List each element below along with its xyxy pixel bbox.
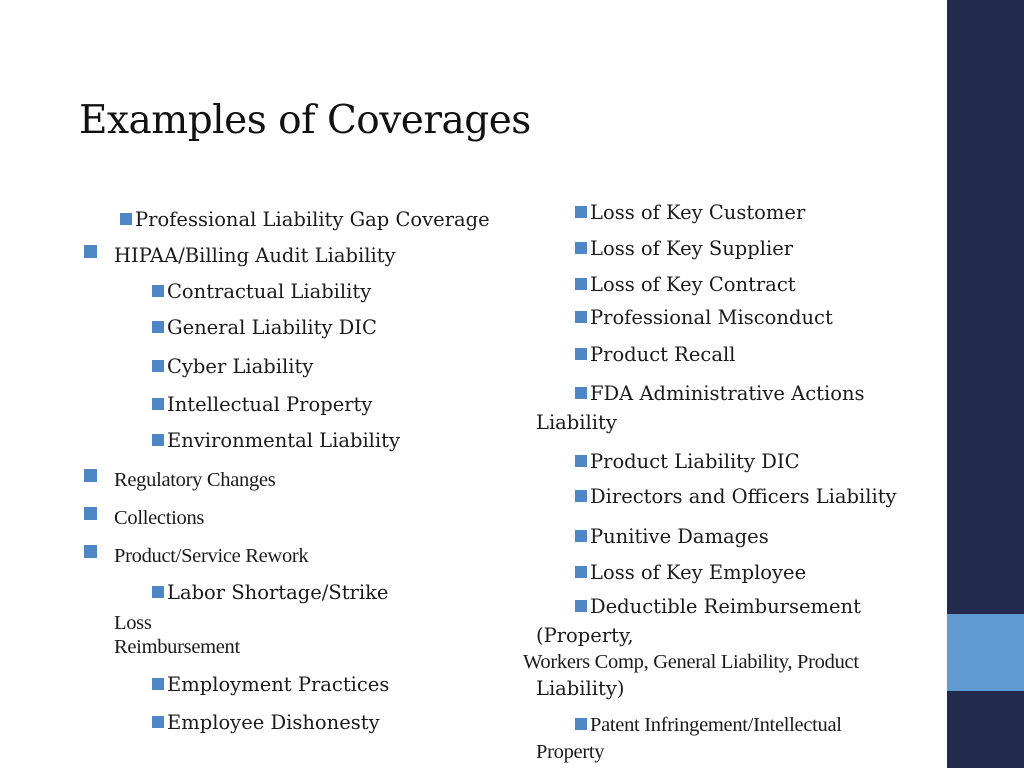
list-item: Directors and Officers Liability xyxy=(575,485,897,509)
list-item: Labor Shortage/Strike xyxy=(152,581,388,605)
bullet-square-icon xyxy=(152,285,164,297)
list-item: Employment Practices xyxy=(152,673,389,697)
list-item-continuation: Loss xyxy=(114,612,152,634)
bullet-square-icon xyxy=(575,600,587,612)
list-item: Collections xyxy=(114,507,205,529)
bullet-square-icon xyxy=(152,321,164,333)
bullet-square-icon xyxy=(84,507,97,520)
list-item: Regulatory Changes xyxy=(114,469,276,491)
bullet-square-icon xyxy=(120,213,132,225)
list-item: Product Liability DIC xyxy=(575,450,800,474)
list-item: Professional Misconduct xyxy=(575,306,833,330)
list-item: Loss of Key Employee xyxy=(575,561,806,585)
list-item: Professional Liability Gap Coverage xyxy=(120,208,490,232)
bullet-square-icon xyxy=(84,469,97,482)
bullet-square-icon xyxy=(152,360,164,372)
bullet-square-icon xyxy=(575,718,587,730)
list-item-continuation: Workers Comp, General Liability, Product xyxy=(523,651,859,673)
list-item: Deductible Reimbursement xyxy=(575,595,861,619)
bullet-square-icon xyxy=(575,566,587,578)
bullet-square-icon xyxy=(575,311,587,323)
list-item: Loss of Key Customer xyxy=(575,201,805,225)
list-item: Cyber Liability xyxy=(152,355,313,379)
bullet-square-icon xyxy=(152,678,164,690)
bullet-square-icon xyxy=(575,278,587,290)
list-item: Patent Infringement/Intellectual xyxy=(575,713,842,737)
bullet-square-icon xyxy=(575,206,587,218)
bullet-square-icon xyxy=(84,545,97,558)
list-item: Environmental Liability xyxy=(152,429,400,453)
bullet-square-icon xyxy=(575,455,587,467)
slide-title: Examples of Coverages xyxy=(79,98,531,143)
list-item: Punitive Damages xyxy=(575,525,769,549)
bullet-square-icon xyxy=(575,490,587,502)
bullet-square-icon xyxy=(152,434,164,446)
bullet-square-icon xyxy=(575,530,587,542)
list-item-continuation: (Property, xyxy=(536,624,634,647)
list-item: Product/Service Rework xyxy=(114,545,309,567)
bullet-square-icon xyxy=(575,387,587,399)
list-item: Loss of Key Supplier xyxy=(575,237,793,261)
bullet-square-icon xyxy=(152,716,164,728)
list-item: Product Recall xyxy=(575,343,735,367)
bullet-square-icon xyxy=(152,586,164,598)
list-item: Employee Dishonesty xyxy=(152,711,380,735)
bullet-square-icon xyxy=(575,242,587,254)
decorative-accent-block xyxy=(947,614,1024,691)
list-item: FDA Administrative Actions xyxy=(575,382,865,406)
bullet-square-icon xyxy=(84,245,97,258)
list-item: Intellectual Property xyxy=(152,393,372,417)
list-item-continuation: Liability) xyxy=(536,677,625,700)
list-item: Contractual Liability xyxy=(152,280,371,304)
list-item: Loss of Key Contract xyxy=(575,273,796,297)
bullet-square-icon xyxy=(152,398,164,410)
list-item-continuation: Liability xyxy=(536,411,617,434)
list-item-continuation: Reimbursement xyxy=(114,636,240,658)
list-item-continuation: Property xyxy=(536,741,605,763)
bullet-square-icon xyxy=(575,348,587,360)
list-item: HIPAA/Billing Audit Liability xyxy=(114,244,396,267)
list-item: General Liability DIC xyxy=(152,316,377,340)
